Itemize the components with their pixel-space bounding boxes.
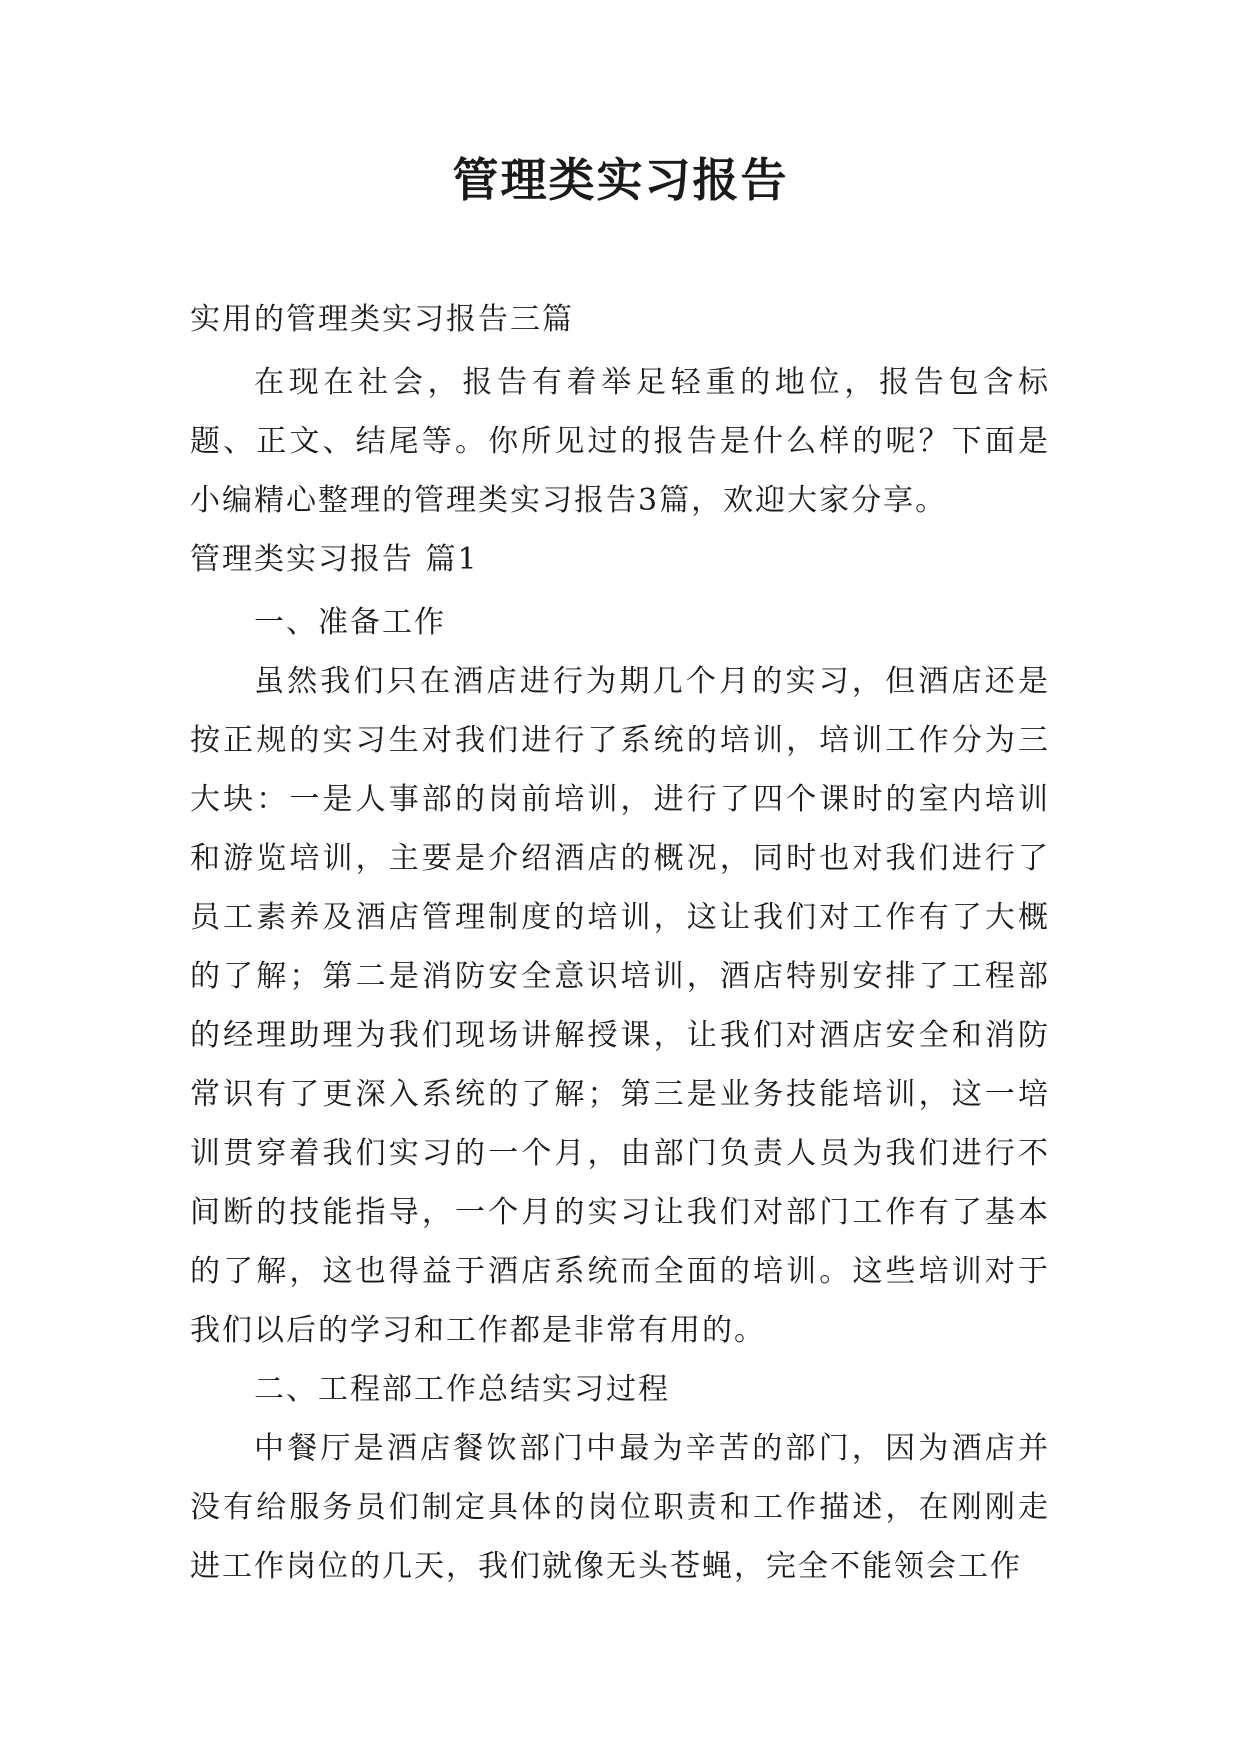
document-title: 管理类实习报告 xyxy=(452,153,789,207)
paragraph-restaurant: 中餐厅是酒店餐饮部门中最为辛苦的部门，因为酒店并没有给服务员们制定具体的岗位职责和工作描述，在刚刚走进工作岗位的几天，我们就像无头苍蝇，完全不能领会工作 xyxy=(190,1431,1050,1584)
intro-paragraph: 在现在社会，报告有着举足轻重的地位，报告包含标题、正文、结尾等。你所见过的报告是什么样的呢？下面是小编精心整理的管理类实习报告3篇，欢迎大家分享。 xyxy=(190,365,1050,518)
paragraph-training: 虽然我们只在酒店进行为期几个月的实习，但酒店还是按正规的实习生对我们进行了系统的培训，培训工作分为三大块：一是人事部的岗前培训，进行了四个课时的室内培训和游览培训，主要是介绍酒店的概况，同时也对我们进行了员工素养及酒店管理制度的培训，这让我们对工作有了大概的了解；第二是消防安全意识培训，酒店特别安排了工程部的经理助理为我们现场讲解授课，让我们对酒店安全和消防常识有了更深入系统的了解；第三是业务技能培训，这一培训贯穿着我们实习的一个月，由部门负责人员为我们进行不间断的技能指导，一个月的实习让我们对部门工作有了基本的了解，这也得益于酒店系统而全面的培训。这些培训对于我们以后的学习和工作都是非常有用的。 xyxy=(190,664,1050,1348)
heading-preparation: 一、准备工作 xyxy=(254,605,446,640)
section-title: 管理类实习报告 篇1 xyxy=(190,542,479,577)
document-body xyxy=(190,290,1050,1596)
document-subtitle: 实用的管理类实习报告三篇 xyxy=(190,302,574,337)
heading-engineering: 二、工程部工作总结实习过程 xyxy=(254,1372,670,1407)
